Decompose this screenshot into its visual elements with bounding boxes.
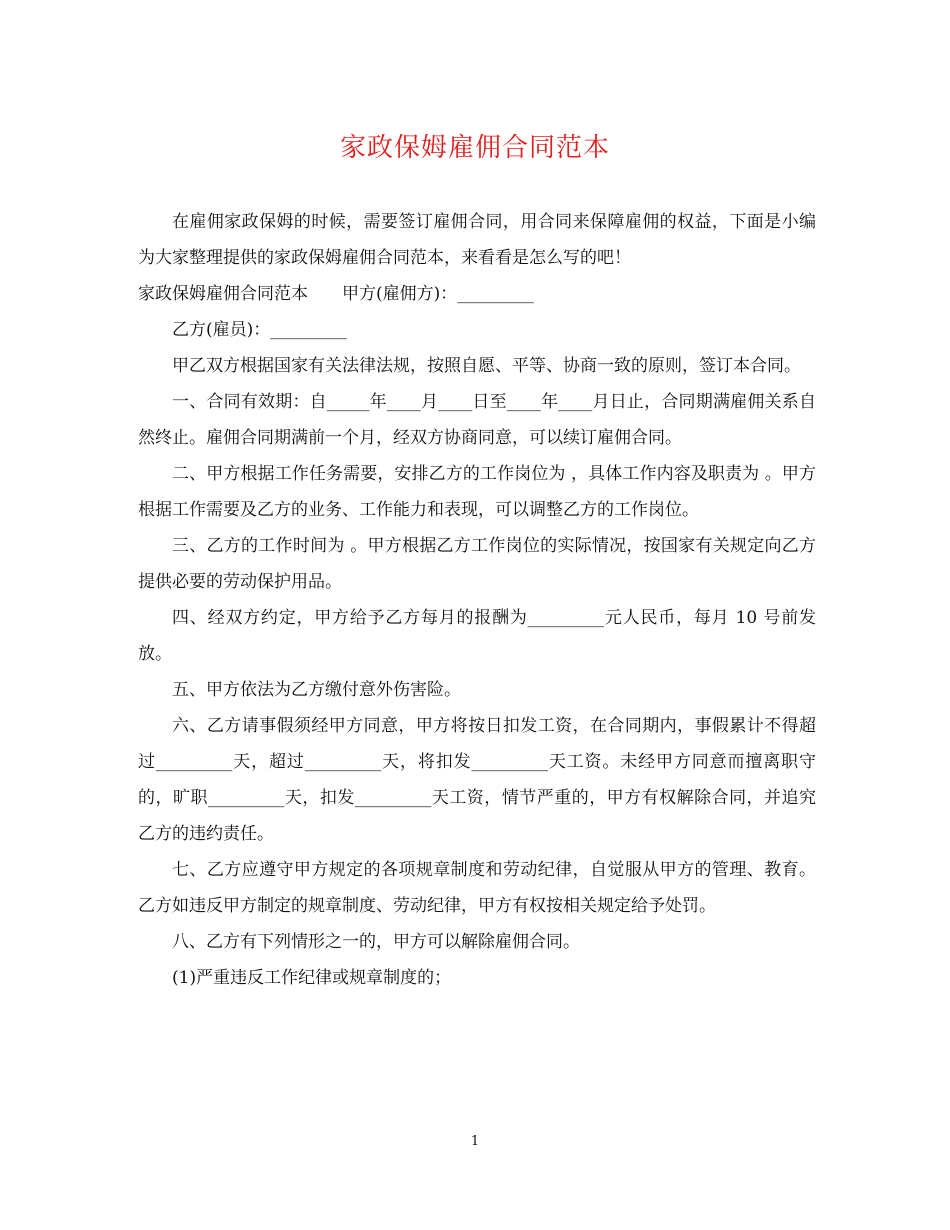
clause-8: 八、乙方有下列情形之一的，甲方可以解除雇佣合同。 (172, 932, 580, 952)
intro-paragraph: 在雇佣家政保姆的时候，需要签订雇佣合同，用合同来保障雇佣的权益，下面是小编为大家整理提供的家政保姆雇佣合同范本，来看看是怎么写的吧！ (138, 212, 816, 268)
clause-1: 一、合同有效期：自_____年____月____日至____年____月日止，合同期满雇佣关系自然终止。雇佣合同期满前一个月，经双方协商同意，可以续订雇佣合同。 (138, 392, 816, 448)
clause-4: 四、经双方约定，甲方给予乙方每月的报酬为_________元人民币，每月 10 号前发放。 (138, 608, 816, 664)
preamble-paragraph: 甲乙双方根据国家有关法律法规，按照自愿、平等、协商一致的原则，签订本合同。 (172, 356, 801, 376)
document-body (138, 204, 816, 996)
document-title: 家政保姆雇佣合同范本 (339, 133, 610, 163)
clause-3: 三、乙方的工作时间为 。甲方根据乙方工作岗位的实际情况，按国家有关规定向乙方提供必要的劳动保护用品。 (138, 536, 816, 592)
clause-7: 七、乙方应遵守甲方规定的各项规章制度和劳动纪律，自觉服从甲方的管理、教育。乙方如违反甲方制定的规章制度、劳动纪律，甲方有权按相关规定给予处罚。 (138, 860, 816, 916)
clause-5: 五、甲方依法为乙方缴付意外伤害险。 (172, 680, 461, 700)
clause-2: 二、甲方根据工作任务需要，安排乙方的工作岗位为 ，具体工作内容及职责为 。甲方根据工作需要及乙方的业务、工作能力和表现，可以调整乙方的工作岗位。 (138, 464, 816, 520)
party-a-line: 家政保姆雇佣合同范本 甲方(雇佣方)：_________ (138, 284, 534, 304)
page-number: 1 (470, 1134, 480, 1149)
party-b-line: 乙方(雇员)：_________ (172, 320, 347, 340)
clause-6: 六、乙方请事假须经甲方同意，甲方将按日扣发工资，在合同期内，事假累计不得超过_________天，超过_________天，将扣发_________天工资。未经甲方同意而擅离职守的，旷职_________天，扣发_________天工资，情节严重的，甲方有权解除合同，并追究乙方的违约责任。 (138, 716, 816, 844)
clause-8-item-1: (1)严重违反工作纪律或规章制度的； (172, 968, 452, 988)
